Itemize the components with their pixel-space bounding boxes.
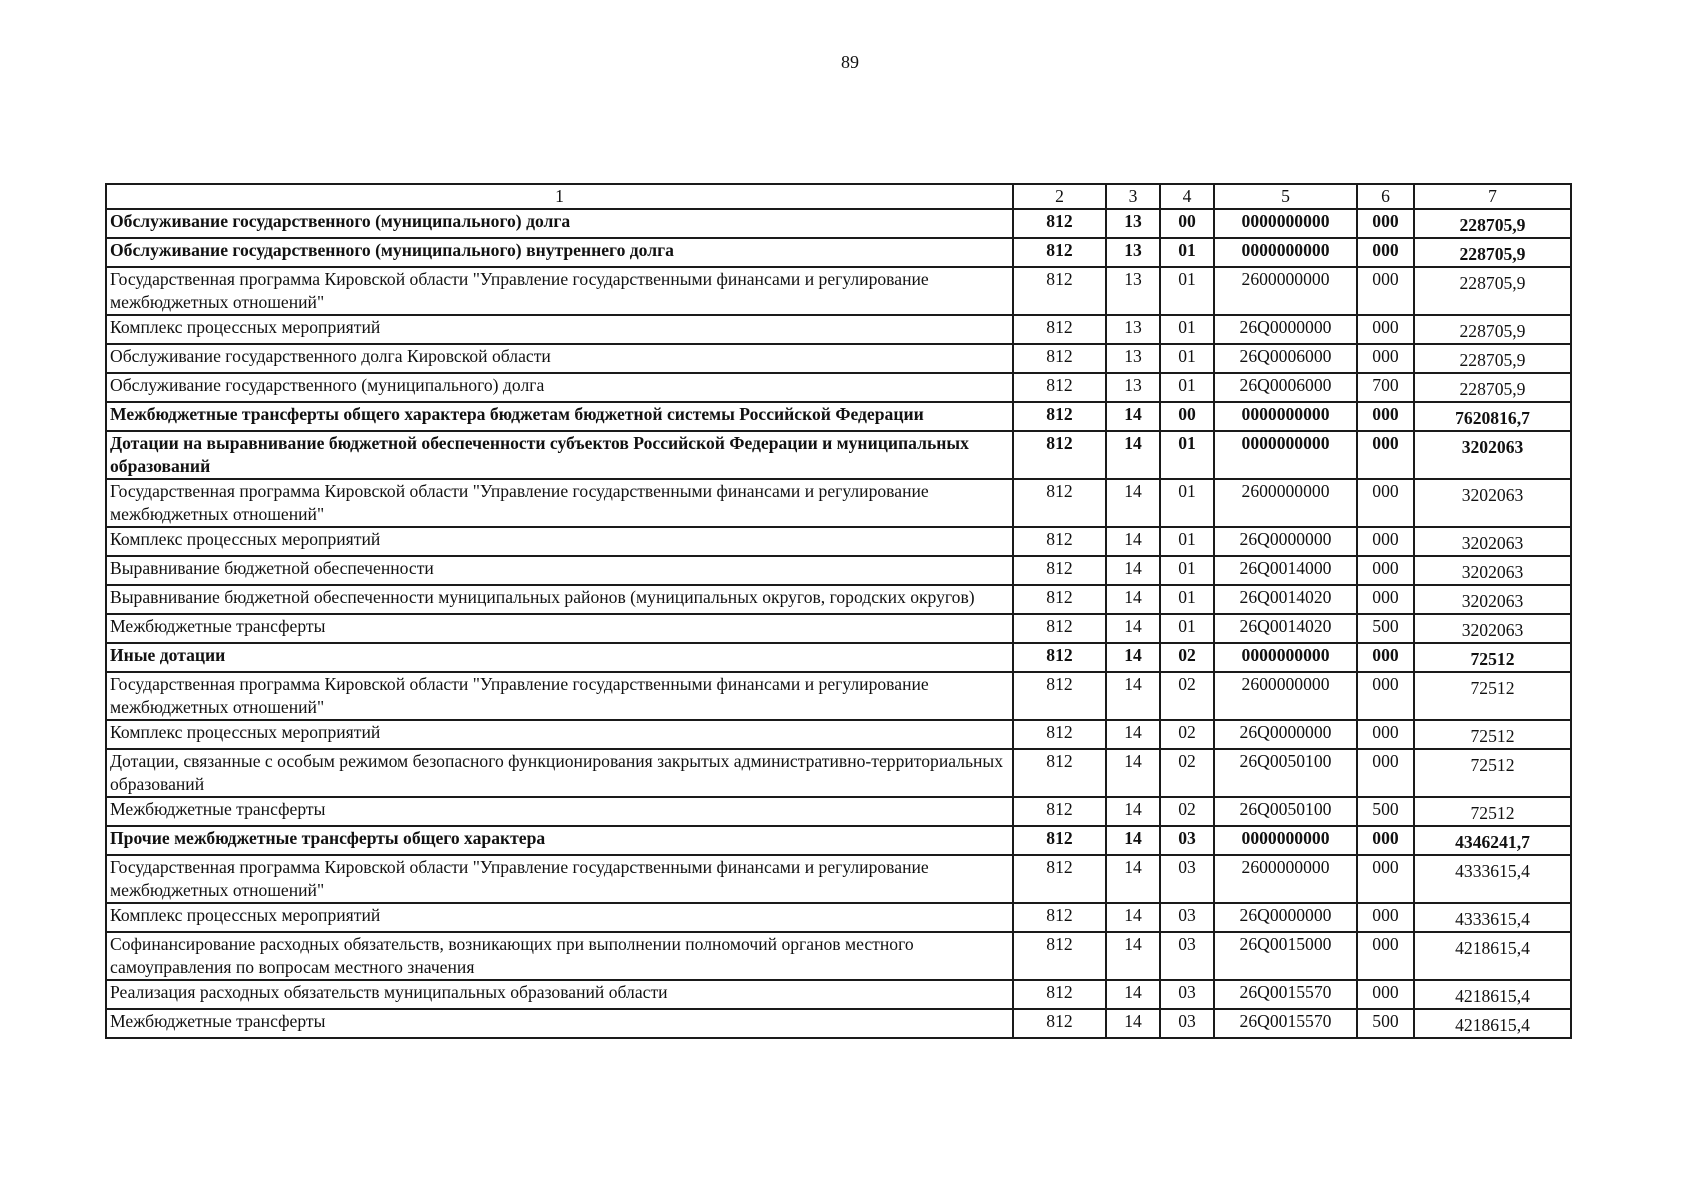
- admin-code-cell: 812: [1013, 1009, 1106, 1038]
- row-name-cell: Прочие межбюджетные трансферты общего характера: [106, 826, 1013, 855]
- expense-type-cell: 000: [1357, 932, 1414, 980]
- amount-cell: 7620816,7: [1414, 402, 1571, 431]
- expense-type-cell: 000: [1357, 749, 1414, 797]
- table-row: [106, 238, 1571, 267]
- section-cell: 14: [1106, 527, 1160, 556]
- section-cell: 14: [1106, 402, 1160, 431]
- subsection-cell: 02: [1160, 672, 1214, 720]
- section-cell: 14: [1106, 980, 1160, 1009]
- table-row: [106, 209, 1571, 238]
- target-article-cell: 0000000000: [1214, 826, 1357, 855]
- subsection-cell: 01: [1160, 238, 1214, 267]
- subsection-cell: 01: [1160, 315, 1214, 344]
- admin-code-cell: 812: [1013, 344, 1106, 373]
- target-article-cell: 2600000000: [1214, 267, 1357, 315]
- subsection-cell: 00: [1160, 209, 1214, 238]
- amount-cell: 4218615,4: [1414, 1009, 1571, 1038]
- expense-type-cell: 500: [1357, 1009, 1414, 1038]
- subsection-cell: 02: [1160, 643, 1214, 672]
- row-name-cell: Дотации на выравнивание бюджетной обеспеченности субъектов Российской Федерации и муниципальных образований: [106, 431, 1013, 479]
- admin-code-cell: 812: [1013, 373, 1106, 402]
- target-article-cell: 26Q0000000: [1214, 315, 1357, 344]
- subsection-cell: 03: [1160, 932, 1214, 980]
- target-article-cell: 26Q0014020: [1214, 585, 1357, 614]
- section-cell: 13: [1106, 344, 1160, 373]
- section-cell: 13: [1106, 209, 1160, 238]
- amount-cell: 72512: [1414, 720, 1571, 749]
- expense-type-cell: 500: [1357, 797, 1414, 826]
- target-article-cell: 26Q0050100: [1214, 797, 1357, 826]
- target-article-cell: 26Q0014020: [1214, 614, 1357, 643]
- table-row: [106, 479, 1571, 527]
- expense-type-cell: 000: [1357, 855, 1414, 903]
- section-cell: 14: [1106, 749, 1160, 797]
- table-row: [106, 903, 1571, 932]
- target-article-cell: 26Q0015570: [1214, 980, 1357, 1009]
- row-name-cell: Комплекс процессных мероприятий: [106, 527, 1013, 556]
- amount-cell: 228705,9: [1414, 344, 1571, 373]
- table-row: [106, 431, 1571, 479]
- expense-type-cell: 000: [1357, 643, 1414, 672]
- section-cell: 14: [1106, 855, 1160, 903]
- expense-type-cell: 000: [1357, 431, 1414, 479]
- row-name-cell: Государственная программа Кировской области "Управление государственными финансами и регулирование межбюджетных отношений": [106, 855, 1013, 903]
- admin-code-cell: 812: [1013, 402, 1106, 431]
- column-header: 6: [1357, 184, 1414, 209]
- section-cell: 14: [1106, 614, 1160, 643]
- expense-type-cell: 000: [1357, 585, 1414, 614]
- subsection-cell: 00: [1160, 402, 1214, 431]
- subsection-cell: 01: [1160, 614, 1214, 643]
- subsection-cell: 03: [1160, 1009, 1214, 1038]
- row-name-cell: Комплекс процессных мероприятий: [106, 720, 1013, 749]
- expense-type-cell: 000: [1357, 344, 1414, 373]
- expense-type-cell: 500: [1357, 614, 1414, 643]
- subsection-cell: 01: [1160, 556, 1214, 585]
- section-cell: 14: [1106, 797, 1160, 826]
- amount-cell: 4218615,4: [1414, 980, 1571, 1009]
- expense-type-cell: 000: [1357, 826, 1414, 855]
- subsection-cell: 03: [1160, 980, 1214, 1009]
- section-cell: 14: [1106, 556, 1160, 585]
- amount-cell: 4333615,4: [1414, 855, 1571, 903]
- expense-type-cell: 000: [1357, 479, 1414, 527]
- target-article-cell: 2600000000: [1214, 479, 1357, 527]
- row-name-cell: Государственная программа Кировской области "Управление государственными финансами и регулирование межбюджетных отношений": [106, 479, 1013, 527]
- expense-type-cell: 000: [1357, 672, 1414, 720]
- expense-type-cell: 000: [1357, 980, 1414, 1009]
- row-name-cell: Обслуживание государственного (муниципального) долга: [106, 373, 1013, 402]
- subsection-cell: 01: [1160, 431, 1214, 479]
- row-name-cell: Комплекс процессных мероприятий: [106, 315, 1013, 344]
- amount-cell: 3202063: [1414, 585, 1571, 614]
- amount-cell: 3202063: [1414, 556, 1571, 585]
- column-header: 3: [1106, 184, 1160, 209]
- target-article-cell: 0000000000: [1214, 209, 1357, 238]
- table-row: [106, 720, 1571, 749]
- section-cell: 13: [1106, 315, 1160, 344]
- subsection-cell: 01: [1160, 344, 1214, 373]
- admin-code-cell: 812: [1013, 238, 1106, 267]
- target-article-cell: 26Q0006000: [1214, 373, 1357, 402]
- amount-cell: 3202063: [1414, 614, 1571, 643]
- row-name-cell: Межбюджетные трансферты общего характера бюджетам бюджетной системы Российской Федерации: [106, 402, 1013, 431]
- amount-cell: 228705,9: [1414, 315, 1571, 344]
- amount-cell: 72512: [1414, 749, 1571, 797]
- expense-type-cell: 000: [1357, 238, 1414, 267]
- table-row: [106, 643, 1571, 672]
- target-article-cell: 26Q0014000: [1214, 556, 1357, 585]
- target-article-cell: 2600000000: [1214, 855, 1357, 903]
- target-article-cell: 0000000000: [1214, 431, 1357, 479]
- subsection-cell: 01: [1160, 267, 1214, 315]
- admin-code-cell: 812: [1013, 556, 1106, 585]
- table-row: [106, 749, 1571, 797]
- row-name-cell: Софинансирование расходных обязательств, возникающих при выполнении полномочий органов местного самоуправления по вопросам местного значения: [106, 932, 1013, 980]
- table-row: [106, 527, 1571, 556]
- row-name-cell: Выравнивание бюджетной обеспеченности муниципальных районов (муниципальных округов, городских округов): [106, 585, 1013, 614]
- admin-code-cell: 812: [1013, 855, 1106, 903]
- row-name-cell: Обслуживание государственного (муниципального) долга: [106, 209, 1013, 238]
- row-name-cell: Комплекс процессных мероприятий: [106, 903, 1013, 932]
- row-name-cell: Реализация расходных обязательств муниципальных образований области: [106, 980, 1013, 1009]
- section-cell: 14: [1106, 932, 1160, 980]
- target-article-cell: 26Q0006000: [1214, 344, 1357, 373]
- row-name-cell: Обслуживание государственного долга Кировской области: [106, 344, 1013, 373]
- subsection-cell: 01: [1160, 527, 1214, 556]
- amount-cell: 228705,9: [1414, 238, 1571, 267]
- amount-cell: 4346241,7: [1414, 826, 1571, 855]
- table-row: [106, 556, 1571, 585]
- table-row: [106, 373, 1571, 402]
- admin-code-cell: 812: [1013, 643, 1106, 672]
- expense-type-cell: 000: [1357, 720, 1414, 749]
- table-row: [106, 585, 1571, 614]
- expense-type-cell: 000: [1357, 903, 1414, 932]
- column-header: 1: [106, 184, 1013, 209]
- target-article-cell: 0000000000: [1214, 402, 1357, 431]
- target-article-cell: 26Q0050100: [1214, 749, 1357, 797]
- row-name-cell: Государственная программа Кировской области "Управление государственными финансами и регулирование межбюджетных отношений": [106, 672, 1013, 720]
- admin-code-cell: 812: [1013, 431, 1106, 479]
- amount-cell: 3202063: [1414, 527, 1571, 556]
- admin-code-cell: 812: [1013, 614, 1106, 643]
- admin-code-cell: 812: [1013, 903, 1106, 932]
- row-name-cell: Межбюджетные трансферты: [106, 1009, 1013, 1038]
- table-row: [106, 344, 1571, 373]
- section-cell: 13: [1106, 238, 1160, 267]
- table-row: [106, 315, 1571, 344]
- admin-code-cell: 812: [1013, 980, 1106, 1009]
- expense-type-cell: 000: [1357, 527, 1414, 556]
- table-row: [106, 932, 1571, 980]
- section-cell: 14: [1106, 903, 1160, 932]
- admin-code-cell: 812: [1013, 527, 1106, 556]
- table-body: [106, 209, 1571, 1038]
- column-header: 4: [1160, 184, 1214, 209]
- amount-cell: 4333615,4: [1414, 903, 1571, 932]
- column-header: 7: [1414, 184, 1571, 209]
- target-article-cell: 26Q0015570: [1214, 1009, 1357, 1038]
- expense-type-cell: 000: [1357, 556, 1414, 585]
- section-cell: 14: [1106, 826, 1160, 855]
- subsection-cell: 03: [1160, 826, 1214, 855]
- row-name-cell: Иные дотации: [106, 643, 1013, 672]
- subsection-cell: 03: [1160, 855, 1214, 903]
- admin-code-cell: 812: [1013, 209, 1106, 238]
- target-article-cell: 2600000000: [1214, 672, 1357, 720]
- target-article-cell: 26Q0000000: [1214, 903, 1357, 932]
- amount-cell: 228705,9: [1414, 209, 1571, 238]
- table-row: [106, 614, 1571, 643]
- expense-type-cell: 700: [1357, 373, 1414, 402]
- row-name-cell: Дотации, связанные с особым режимом безопасного функционирования закрытых административно-территориальных образований: [106, 749, 1013, 797]
- admin-code-cell: 812: [1013, 479, 1106, 527]
- expense-type-cell: 000: [1357, 267, 1414, 315]
- admin-code-cell: 812: [1013, 826, 1106, 855]
- column-header: 2: [1013, 184, 1106, 209]
- table-row: [106, 402, 1571, 431]
- section-cell: 14: [1106, 431, 1160, 479]
- admin-code-cell: 812: [1013, 267, 1106, 315]
- subsection-cell: 02: [1160, 797, 1214, 826]
- admin-code-cell: 812: [1013, 315, 1106, 344]
- table-row: [106, 980, 1571, 1009]
- amount-cell: 72512: [1414, 643, 1571, 672]
- amount-cell: 4218615,4: [1414, 932, 1571, 980]
- target-article-cell: 26Q0015000: [1214, 932, 1357, 980]
- subsection-cell: 02: [1160, 720, 1214, 749]
- admin-code-cell: 812: [1013, 932, 1106, 980]
- expense-type-cell: 000: [1357, 402, 1414, 431]
- budget-table: [105, 183, 1572, 1039]
- expense-type-cell: 000: [1357, 209, 1414, 238]
- row-name-cell: Государственная программа Кировской области "Управление государственными финансами и регулирование межбюджетных отношений": [106, 267, 1013, 315]
- admin-code-cell: 812: [1013, 672, 1106, 720]
- table-row: [106, 1009, 1571, 1038]
- section-cell: 14: [1106, 1009, 1160, 1038]
- header-row: [106, 184, 1571, 209]
- amount-cell: 3202063: [1414, 431, 1571, 479]
- row-name-cell: Межбюджетные трансферты: [106, 614, 1013, 643]
- amount-cell: 228705,9: [1414, 373, 1571, 402]
- amount-cell: 72512: [1414, 797, 1571, 826]
- subsection-cell: 01: [1160, 585, 1214, 614]
- amount-cell: 3202063: [1414, 479, 1571, 527]
- subsection-cell: 01: [1160, 373, 1214, 402]
- admin-code-cell: 812: [1013, 585, 1106, 614]
- table-row: [106, 826, 1571, 855]
- table-row: [106, 267, 1571, 315]
- section-cell: 14: [1106, 672, 1160, 720]
- section-cell: 13: [1106, 373, 1160, 402]
- table-row: [106, 855, 1571, 903]
- row-name-cell: Обслуживание государственного (муниципального) внутреннего долга: [106, 238, 1013, 267]
- subsection-cell: 03: [1160, 903, 1214, 932]
- row-name-cell: Межбюджетные трансферты: [106, 797, 1013, 826]
- admin-code-cell: 812: [1013, 797, 1106, 826]
- section-cell: 13: [1106, 267, 1160, 315]
- target-article-cell: 26Q0000000: [1214, 527, 1357, 556]
- target-article-cell: 0000000000: [1214, 238, 1357, 267]
- page-number: 89: [841, 52, 859, 72]
- admin-code-cell: 812: [1013, 720, 1106, 749]
- amount-cell: 228705,9: [1414, 267, 1571, 315]
- subsection-cell: 01: [1160, 479, 1214, 527]
- section-cell: 14: [1106, 585, 1160, 614]
- column-header: 5: [1214, 184, 1357, 209]
- section-cell: 14: [1106, 720, 1160, 749]
- expense-type-cell: 000: [1357, 315, 1414, 344]
- table-row: [106, 672, 1571, 720]
- target-article-cell: 26Q0000000: [1214, 720, 1357, 749]
- table-row: [106, 797, 1571, 826]
- section-cell: 14: [1106, 479, 1160, 527]
- target-article-cell: 0000000000: [1214, 643, 1357, 672]
- admin-code-cell: 812: [1013, 749, 1106, 797]
- section-cell: 14: [1106, 643, 1160, 672]
- subsection-cell: 02: [1160, 749, 1214, 797]
- amount-cell: 72512: [1414, 672, 1571, 720]
- row-name-cell: Выравнивание бюджетной обеспеченности: [106, 556, 1013, 585]
